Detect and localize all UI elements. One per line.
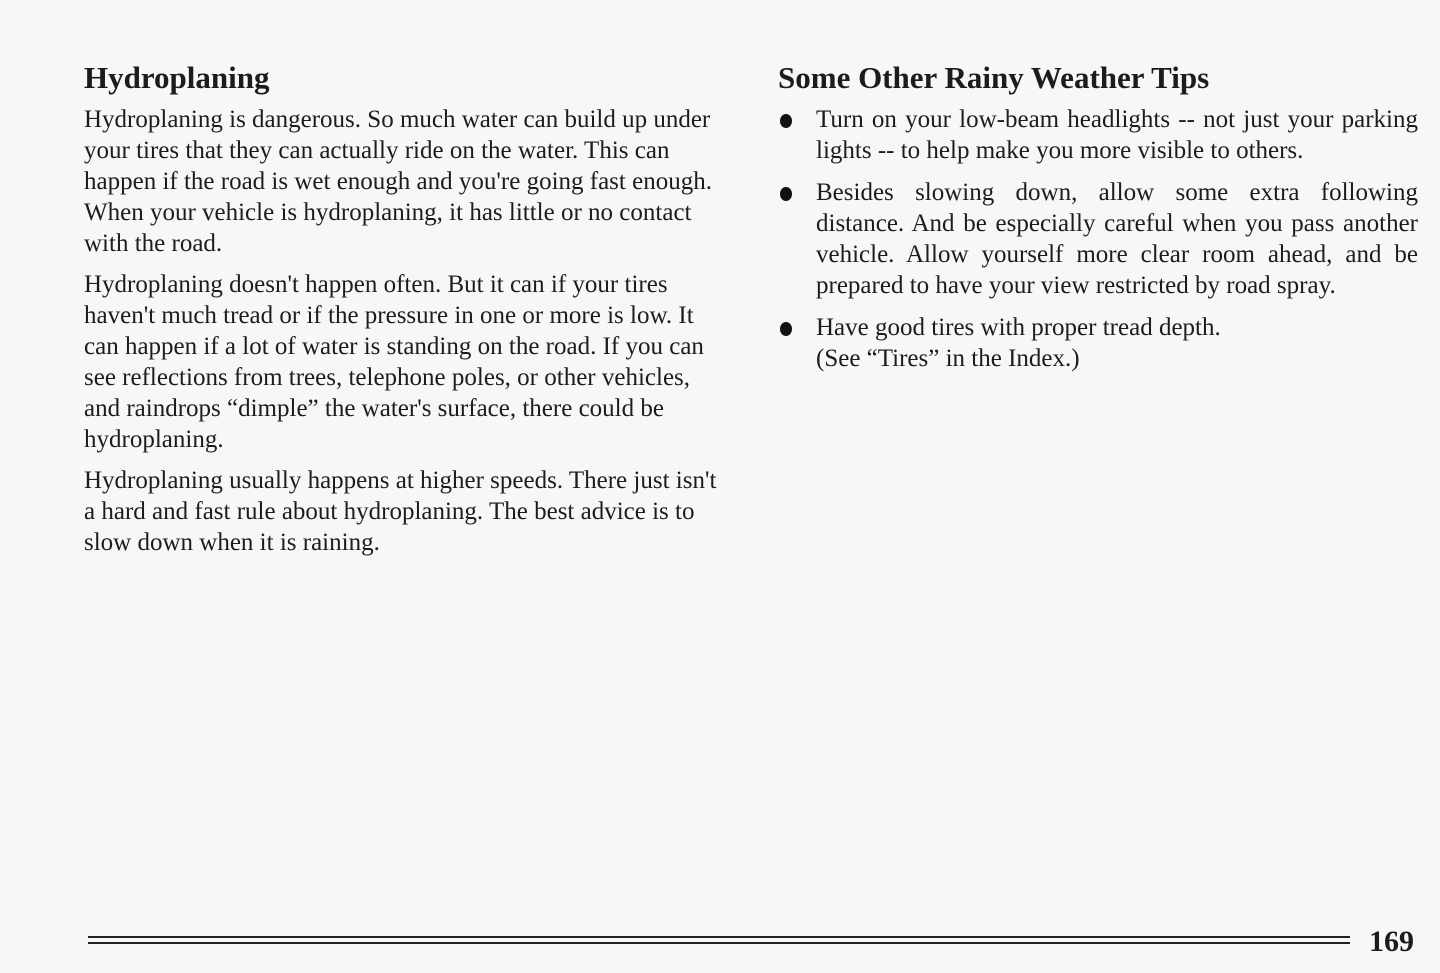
tip-item <box>778 177 1418 301</box>
bullet-icon <box>780 322 792 336</box>
hydroplaning-paragraph-1: Hydroplaning is dangerous. So much water can build up under your tires that they can actually ride on the water. This can happen if the road is wet enough and you're going fast enough. When your vehicle is hydroplaning, it has little or no contact with the road. <box>84 106 712 257</box>
tip-item <box>778 104 1418 166</box>
rainy-weather-tips-heading: Some Other Rainy Weather Tips <box>778 60 1210 95</box>
hydroplaning-paragraph-2: Hydroplaning doesn't happen often. But it can if your tires haven't much tread or if the pressure in one or more is low. It can happen if a lot of water is standing on the road. If you can see reflections from trees, telephone poles, or other vehicles, and raindrops “dimple” the water's surface, there could be hydroplaning. <box>84 271 704 453</box>
bullet-icon <box>780 114 792 128</box>
tips-list <box>778 104 1418 374</box>
hydroplaning-heading: Hydroplaning <box>84 60 270 95</box>
rainy-weather-tips-section <box>778 58 1418 385</box>
tip-item <box>778 312 1418 374</box>
page-number: 169 <box>1369 925 1414 958</box>
tip-text: Have good tires with proper tread depth. <box>816 314 1221 341</box>
tip-text: Turn on your low-beam headlights -- not just your parking lights -- to help make you more visible to others. <box>816 106 1418 164</box>
bullet-icon <box>780 187 792 201</box>
hydroplaning-section <box>84 58 724 568</box>
tip-cross-reference: (See “Tires” in the Index.) <box>816 345 1080 372</box>
footer-rule-line-top <box>88 936 1350 938</box>
tip-text: Besides slowing down, allow some extra following distance. And be especially careful when you pass another vehicle. Allow yourself more clear room ahead, and be prepared to have your view restricted by road spray. <box>816 179 1418 299</box>
hydroplaning-paragraph-3: Hydroplaning usually happens at higher speeds. There just isn't a hard and fast rule about hydroplaning. The best advice is to slow down when it is raining. <box>84 467 717 556</box>
footer-rule <box>88 936 1350 946</box>
footer-rule-line-bottom <box>88 942 1350 944</box>
